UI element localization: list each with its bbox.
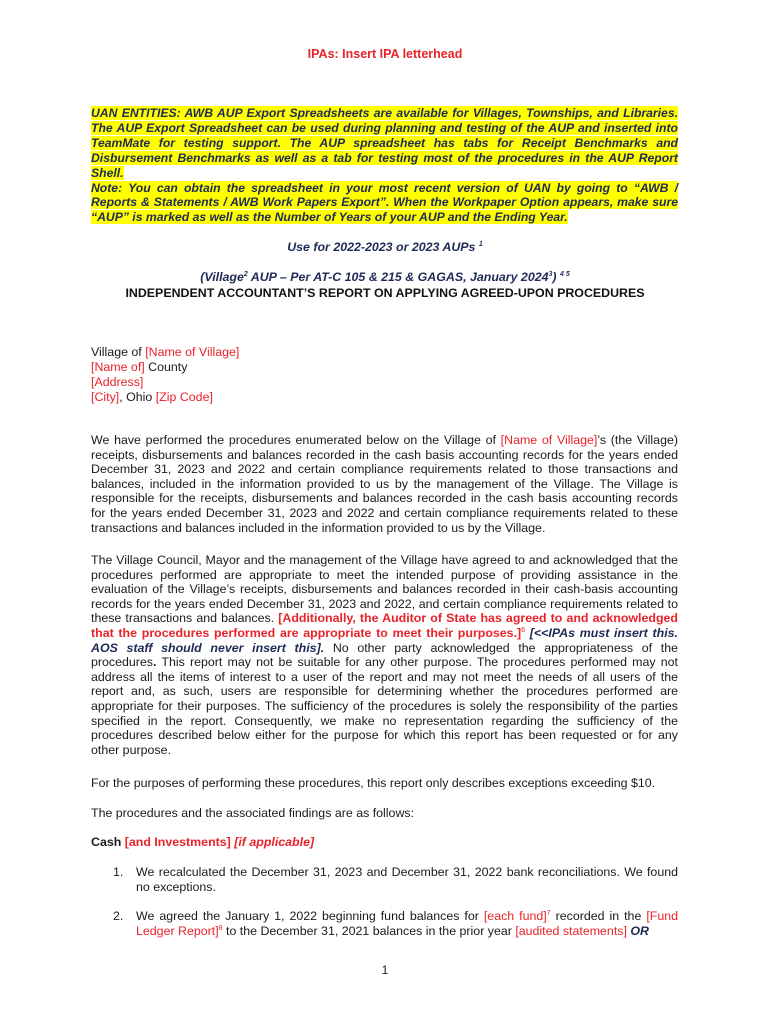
p2-period: . [153, 655, 157, 670]
p2-text-e: This report may not be suitable for any other purpose. The procedures performed may not address all the items of interest to a user of the report and may not meet the needs of all users of the report and, as such, users are responsible for determining whether the procedures performed are appropriate for their purposes. The sufficiency of the procedures is solely the responsibility of the parties specified in the report. Consequently, we make no representation regarding the sufficiency of the procedures described below either for the purpose for which this report has been requested or for any other purpose. [91, 655, 678, 757]
footnote-ref: 7 [546, 910, 551, 917]
each-fund-placeholder: [each fund] [483, 909, 547, 923]
village-name-placeholder: [Name of Village] [500, 433, 598, 447]
uan-note-line1: UAN ENTITIES: AWB AUP Export Spreadsheets are available for Villages, Townships, and Libraries. The AUP Export Spreadsheet can be used during planning and testing of the AUP and inserted into TeamMate for testing support. The AUP spreadsheet has tabs for Receipt Benchmarks and Disbursement Benchmarks as well as a tab for testing most of the procedures in the AUP Report Shell. [91, 106, 678, 180]
uan-instruction-note [91, 106, 678, 225]
exceptions-threshold-paragraph: For the purposes of performing these procedures, this report only describes exceptions exceeding $10. [91, 776, 656, 790]
item2-text-e: to the December 31, 2021 balances in the prior year [222, 923, 516, 938]
page-number: 1 [381, 963, 389, 977]
agreement-paragraph [91, 553, 678, 757]
addressee-block [91, 345, 239, 405]
county-name-placeholder: [Name of] [91, 360, 145, 374]
fund-ledger-placeholder: [Fund Ledger Report] [136, 909, 679, 938]
p2-text-d: No other party acknowledged the appropriateness of the procedures [91, 640, 679, 670]
auditor-of-state-clause: [Additionally, the Auditor of State has agreed to and acknowledged that the procedures performed are appropriate to meet their purposes.] [91, 611, 678, 640]
state-text: , Ohio [119, 390, 156, 404]
investments-placeholder: [and Investments] [124, 835, 231, 849]
p1-text-c: ’s (the Village) receipts, disbursements and balances recorded in the cash basis accounting records for the years ended December 31, 2023 and 2022 and certain compliance requirements related to those transactions and balances, included in the information provided to us by the management of the Village. The Village is responsible for the receipts, disbursements and balances recorded in the cash basis accounting records for the years ended December 31, 2023 and 2022 and certain compliance requirements related to these transactions and balances included in the information provided to us by the Village. [91, 433, 678, 535]
item2-text-c: recorded in the [550, 909, 647, 923]
village-heading-c: ) [552, 270, 557, 284]
zip-placeholder: [Zip Code] [155, 390, 213, 404]
p1-text-a: We have performed the procedures enumerated below on the Village of [91, 433, 501, 447]
cash-label: Cash [91, 835, 125, 849]
ipa-instruction: [<<IPAs must insert this. AOS staff should never insert this]. [91, 625, 678, 655]
city-placeholder: [City] [91, 390, 120, 404]
list-item-text: We recalculated the December 31, 2023 and December 31, 2022 bank reconciliations. We found no exceptions. [136, 865, 678, 894]
p2-text-a: The Village Council, Mayor and the management of the Village have agreed to and acknowledged that the procedures performed are appropriate to meet the intended purpose of providing assistance in the evaluation of the Village’s receipts, disbursements and balances recorded in their cash-basis accounting records for the years ended December 31, 2023 and 2022, and certain compliance requirements related to these transactions and balances. [91, 553, 678, 626]
footnote-ref: 6 [521, 626, 526, 634]
report-title: INDEPENDENT ACCOUNTANT’S REPORT ON APPLYING AGREED-UPON PROCEDURES [125, 286, 645, 300]
item2-text-a: We agreed the January 1, 2022 beginning fund balances for [136, 909, 484, 923]
or-connector: OR [626, 923, 649, 938]
footnote-ref: 2 [243, 271, 248, 278]
uan-note-line2: Note: You can obtain the spreadsheet in your most recent version of UAN by going to “AWB / Reports & Statements / AWB Work Papers Export”. When the Workpaper Option appears, make sure “AUP” is marked as well as the Number of Years of your AUP and the Ending Year. [91, 180, 678, 225]
list-number: 1. [113, 865, 124, 879]
footnote-ref: 4 5 [560, 271, 570, 278]
county-suffix: County [144, 360, 188, 374]
village-aup-heading [0, 270, 770, 284]
letterhead-placeholder: IPAs: Insert IPA letterhead [307, 47, 463, 61]
if-applicable-note: [if applicable] [230, 835, 315, 849]
list-item-text [136, 909, 678, 938]
village-prefix: Village of [91, 345, 146, 359]
use-for-heading [0, 240, 770, 254]
village-name-placeholder: [Name of Village] [145, 345, 240, 359]
cash-section-heading [91, 835, 314, 849]
list-number: 2. [113, 909, 124, 923]
address-placeholder: [Address] [91, 375, 144, 389]
use-for-text: Use for 2022-2023 or 2023 AUPs [287, 240, 476, 254]
village-heading-a: (Village [200, 270, 244, 284]
footnote-ref: 3 [548, 271, 553, 278]
village-heading-b: AUP – Per AT-C 105 & 215 & GAGAS, January 2024 [247, 270, 549, 284]
intro-paragraph [91, 433, 678, 535]
procedures-intro-paragraph: The procedures and the associated findings are as follows: [91, 806, 415, 820]
footnote-ref: 8 [218, 924, 223, 932]
audited-statements-placeholder: [audited statements] [515, 923, 627, 938]
footnote-ref: 1 [478, 241, 483, 248]
